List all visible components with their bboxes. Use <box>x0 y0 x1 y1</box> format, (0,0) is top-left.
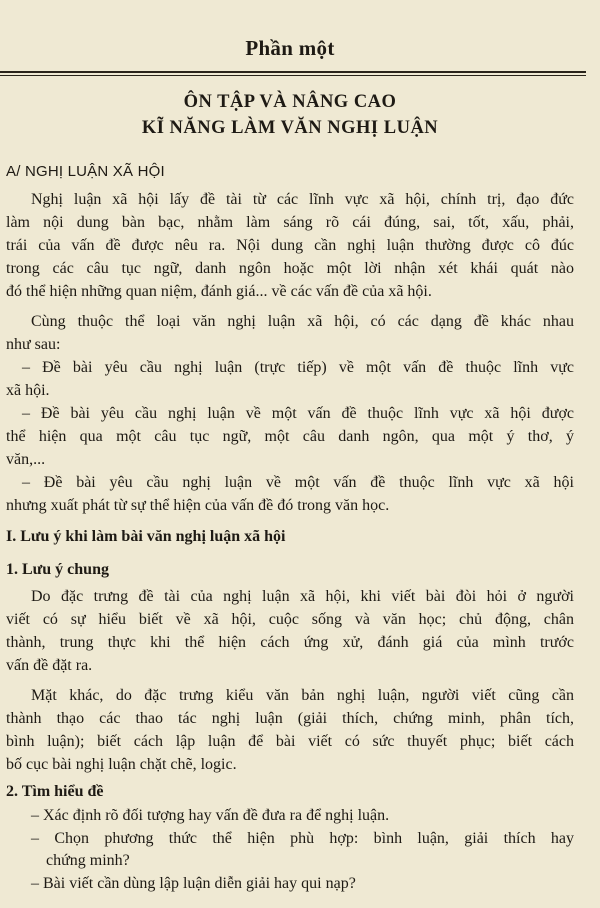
paragraph-1-line: làm nội dung bàn bạc, nhằm làm sáng rõ cái đúng, sai, tốt, xấu, phải, <box>6 214 574 231</box>
heading-1-general-notes: 1. Lưu ý chung <box>6 561 109 578</box>
list-item-continuation: nhưng xuất phát từ sự thể hiện của vấn đề đó trong văn học. <box>6 497 390 514</box>
list-item-continuation: văn,... <box>6 451 46 468</box>
heading-section-I: I. Lưu ý khi làm bài văn nghị luận xã hội <box>6 528 286 545</box>
paragraph-3-line: Do đặc trưng đề tài của nghị luận xã hội, khi viết bài đòi hỏi ở người <box>31 588 574 605</box>
paragraph-1-line: trong các câu tục ngữ, danh ngôn hoặc một lời nhận xét khái quát nào <box>6 260 574 277</box>
title-rule-thin <box>0 75 586 76</box>
main-title-line-1: ÔN TẬP VÀ NÂNG CAO <box>183 92 397 112</box>
paragraph-4-line: bố cục bài nghị luận chặt chẽ, logic. <box>6 756 237 773</box>
paragraph-1-line: trái của vấn đề được nêu ra. Nội dung cần nghị luận thường được cô đúc <box>6 237 574 254</box>
paragraph-4-line: thành thạo các thao tác nghị luận (giải thích, chứng minh, phân tích, <box>6 710 574 727</box>
paragraph-1-line: đó thể hiện những quan niệm, đánh giá... về các vấn đề của xã hội. <box>6 283 432 300</box>
list-item: – Đề bài yêu cầu nghị luận về một vấn đề thuộc lĩnh vực xã hội được <box>22 405 574 422</box>
list-item-continuation: thể hiện qua một câu tục ngữ, một câu danh ngôn, qua một ý thơ, ý <box>6 428 574 445</box>
paragraph-3-line: vấn đề đặt ra. <box>6 657 93 674</box>
paragraph-4-line: bình luận); biết cách lập luận để bài viết có sức thuyết phục; biết cách <box>6 733 574 750</box>
list-item: – Xác định rõ đối tượng hay vấn đề đưa ra để nghị luận. <box>31 807 390 824</box>
paragraph-2-line: như sau: <box>6 336 61 353</box>
heading-2-analyze-topic: 2. Tìm hiểu đề <box>6 783 104 800</box>
main-title-line-2: KĨ NĂNG LÀM VĂN NGHỊ LUẬN <box>141 118 439 138</box>
list-item: – Bài viết cần dùng lập luận diễn giải hay qui nạp? <box>31 875 356 892</box>
title-rule-thick <box>0 71 586 73</box>
paragraph-2-line: Cùng thuộc thể loại văn nghị luận xã hội, có các dạng đề khác nhau <box>31 313 574 330</box>
list-item-continuation: chứng minh? <box>46 852 130 869</box>
list-item: – Đề bài yêu cầu nghị luận (trực tiếp) về một vấn đề thuộc lĩnh vực <box>22 359 574 376</box>
paragraph-4-line: Mặt khác, do đặc trưng kiểu văn bản nghị luận, người viết cũng cần <box>31 687 574 704</box>
part-title: Phần một <box>245 36 335 60</box>
list-item: – Đề bài yêu cầu nghị luận về một vấn đề thuộc lĩnh vực xã hội <box>22 474 574 491</box>
paragraph-1-line: Nghị luận xã hội lấy đề tài từ các lĩnh vực xã hội, chính trị, đạo đức <box>31 191 574 208</box>
section-heading-a: A/ NGHỊ LUẬN XÃ HỘI <box>6 163 165 180</box>
paragraph-3-line: viết có sự hiểu biết về xã hội, cuộc sống và văn học; chủ động, chân <box>6 611 574 628</box>
list-item-continuation: xã hội. <box>6 382 50 399</box>
paragraph-3-line: thành, trung thực khi thể hiện cách ứng xử, đánh giá của mình trước <box>6 634 574 651</box>
list-item: – Chọn phương thức thể hiện phù hợp: bình luận, giải thích hay <box>31 830 574 847</box>
